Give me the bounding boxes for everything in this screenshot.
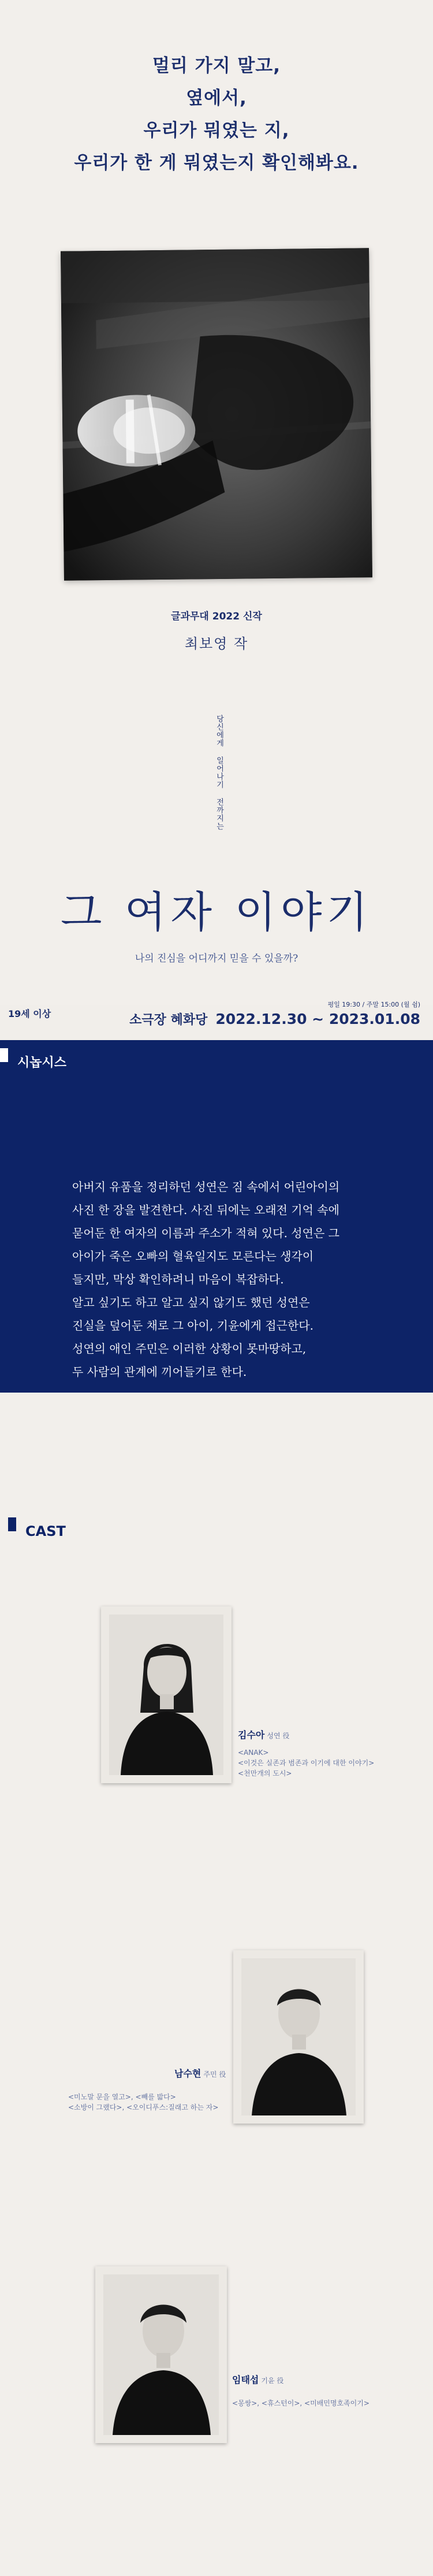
section-marker	[8, 1517, 16, 1531]
actor-credits	[68, 2092, 218, 2113]
credit-line: <이것은 실존과 범존과 이기에 대한 이야기>	[238, 1759, 375, 1767]
run-dates: 2022.12.30 ~ 2023.01.08	[215, 1011, 420, 1027]
credit-line: <미노말 문을 열고>, <빼를 밟다>	[68, 2093, 176, 2101]
actor-credits	[238, 1747, 374, 1779]
actor-name: 임태섭	[232, 2374, 259, 2385]
synopsis-line: 알고 싶기도 하고 알고 싶지 않기도 했던 성연은	[72, 1296, 310, 1309]
actor-portrait	[103, 2274, 219, 2435]
venue-line	[129, 1010, 420, 1028]
actor-name-line	[238, 1728, 289, 1741]
credit-line: <몽쌍>, <휴스턴이>, <미배민명호족이기>	[232, 2399, 369, 2407]
tagline	[0, 50, 433, 179]
actor-photo-nam-suhyun	[233, 1950, 364, 2124]
actor-photo-kim-sua	[101, 1606, 232, 1783]
poster-section	[0, 0, 433, 1005]
author-label: 최보영 작	[184, 636, 249, 652]
synopsis-line: 진실을 덮어둔 채로 그 아이, 기윤에게 접근한다.	[72, 1319, 313, 1332]
production-label: 글과무대 2022 신작	[171, 611, 262, 622]
synopsis-section	[0, 1040, 433, 1393]
actor-role: 성연 役	[267, 1732, 290, 1740]
synopsis-line: 성연의 애인 주민은 이러한 상황이 못마땅하고,	[72, 1342, 307, 1356]
cast-heading	[8, 1517, 66, 1539]
poster-photo	[61, 248, 372, 581]
synopsis-line: 들지만, 막상 확인하려니 마음이 복잡하다.	[72, 1272, 284, 1286]
actor-photo-lim-taeseop	[95, 2266, 227, 2443]
tagline-line: 옆에서,	[186, 88, 247, 109]
synopsis-line: 묻어둔 한 여자의 이름과 주소가 적혀 있다. 성연은 그	[72, 1226, 339, 1240]
cast-section	[0, 1393, 433, 2576]
play-subtitle: 나의 진심을 어디까지 믿을 수 있을까?	[135, 953, 298, 964]
credit-line: <소방이 그랬다>, <오이디푸스:질래고 하는 자>	[68, 2103, 219, 2111]
play-title: 그 여자 이야기	[61, 888, 372, 937]
actor-credits	[232, 2398, 369, 2408]
actor-role: 기윤 役	[261, 2377, 284, 2385]
section-marker	[0, 1048, 8, 1062]
synopsis-line: 아버지 유품을 정리하던 성연은 짐 속에서 어린아이의	[72, 1180, 340, 1194]
actor-portrait	[241, 1958, 356, 2115]
age-rating: 19세 이상	[8, 1008, 51, 1019]
synopsis-line: 아이가 죽은 오빠의 혈육일지도 모른다는 생각이	[72, 1249, 314, 1263]
synopsis-heading-label: 시놉시스	[17, 1056, 67, 1070]
credit-line: <천만개의 도시>	[238, 1769, 292, 1777]
tagline-line: 우리가 한 게 뭐였는지 확인해봐요.	[74, 153, 359, 173]
cast-heading-label: CAST	[25, 1523, 66, 1539]
tagline-line: 멀리 가지 말고,	[152, 55, 281, 76]
actor-name: 김수아	[238, 1729, 265, 1740]
synopsis-heading	[0, 1040, 66, 1071]
tagline-line: 우리가 뭐였는 지,	[143, 120, 290, 141]
synopsis-line: 사진 한 장을 발견한다. 사진 뒤에는 오래전 기억 속에	[72, 1203, 339, 1217]
credit-line: <ANAK>	[238, 1749, 269, 1757]
vertical-subtitle: 당신에게 일어나기 전까지는	[215, 715, 223, 830]
synopsis-body	[72, 1175, 384, 1383]
venue: 소극장 혜화당	[129, 1013, 208, 1027]
actor-name-line	[174, 2066, 226, 2080]
actor-role: 주민 役	[203, 2070, 226, 2078]
showtime: 평일 19:30 / 주말 15:00 (월 쉼)	[327, 1001, 420, 1008]
actor-name: 남수현	[174, 2068, 201, 2079]
actor-portrait	[109, 1614, 223, 1775]
actor-name-line	[232, 2373, 283, 2386]
synopsis-line: 두 사람의 관계에 끼어들기로 한다.	[72, 1365, 247, 1379]
poster-photo-art	[61, 248, 372, 581]
